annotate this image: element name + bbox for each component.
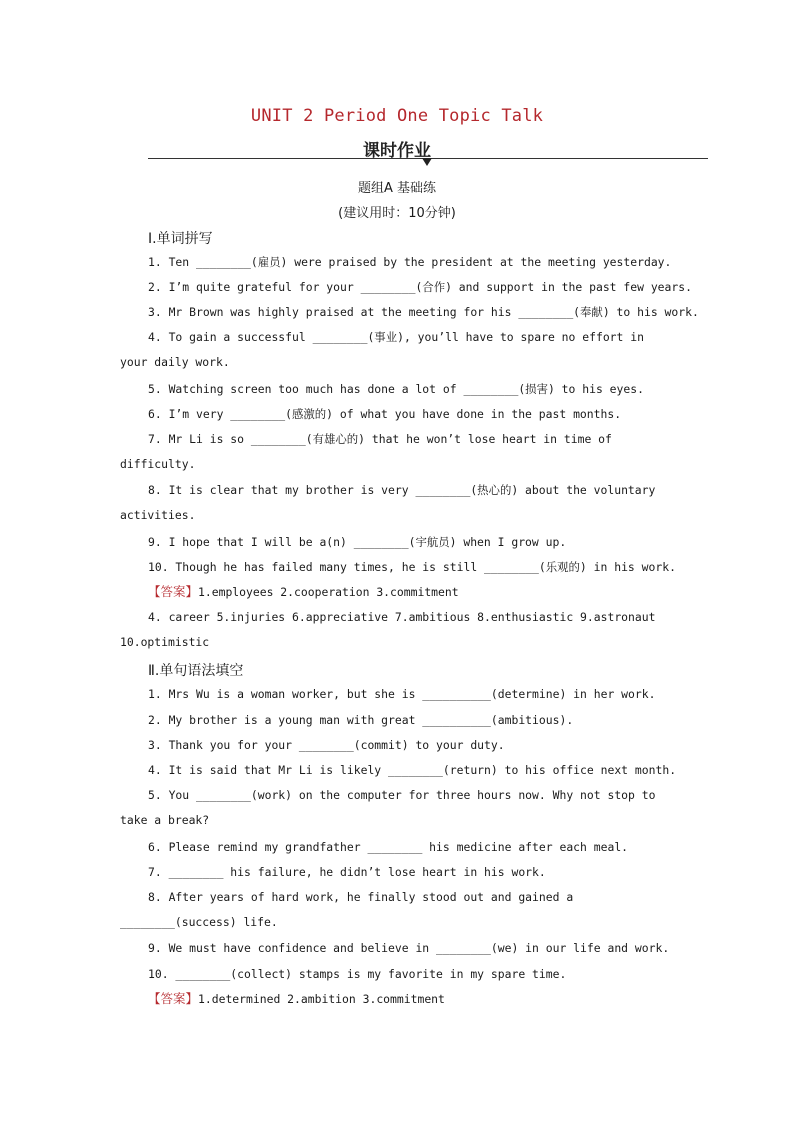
question-item: 4. To gain a successful ________(事业), you’ll have to spare no effort in your daily work. (120, 330, 644, 369)
question-item: 6. Please remind my grandfather ________ his medicine after each meal. (148, 840, 629, 854)
page-subtitle: 课时作业 (363, 141, 431, 161)
question-item: 4. It is said that Mr Li is likely ________(return) to his office next month. (148, 763, 677, 777)
answer-block-2 (148, 991, 678, 1007)
answer-text: 1.employees 2.cooperation 3.commitment (198, 585, 459, 599)
question-item: 2. My brother is a young man with great __________(ambitious). (148, 713, 574, 727)
question-item: 10. Though he has failed many times, he is still ________(乐观的) in his work. (148, 560, 676, 574)
question-item: 2. I’m quite grateful for your ________(合作) and support in the past few years. (148, 280, 692, 294)
question-item: 8. It is clear that my brother is very ________(热心的) about the voluntary activities. (120, 483, 656, 522)
question-item: 5. You ________(work) on the computer for three hours now. Why not stop to take a break? (120, 788, 656, 827)
exercise-group-label: 题组A 基础练 (357, 181, 437, 196)
answer-text: 1.determined 2.ambition 3.commitment (198, 992, 445, 1006)
divider-arrow-icon (422, 158, 432, 166)
question-item: 7. Mr Li is so ________(有雄心的) that he won’t lose heart in time of difficulty. (120, 432, 612, 471)
section-heading-grammar: Ⅱ.单句语法填空 (148, 663, 244, 679)
page-title: UNIT 2 Period One Topic Talk (250, 106, 544, 126)
question-item: 8. After years of hard work, he finally stood out and gained a ________(success) life. (120, 890, 574, 929)
section-heading-spelling: Ⅰ.单词拼写 (148, 231, 213, 247)
answer-text-continued: 4. career 5.injuries 6.appreciative 7.ambitious 8.enthusiastic 9.astronaut 10.optimistic (120, 610, 656, 649)
answer-block-1 (148, 584, 678, 600)
question-item: 5. Watching screen too much has done a lot of ________(损害) to his eyes. (148, 382, 644, 396)
answer-label: 【答案】 (148, 991, 199, 1006)
question-item: 3. Mr Brown was highly praised at the meeting for his ________(奉献) to his work. (148, 305, 699, 319)
question-item: 10. ________(collect) stamps is my favorite in my spare time. (148, 967, 567, 981)
question-item: 6. I’m very ________(感激的) of what you have done in the past months. (148, 407, 622, 421)
question-item: 9. We must have confidence and believe in ________(we) in our life and work. (148, 941, 670, 955)
question-item: 3. Thank you for your ________(commit) to your duty. (148, 738, 505, 752)
question-item: 1. Mrs Wu is a woman worker, but she is __________(determine) in her work. (148, 687, 656, 701)
question-item: 7. ________ his failure, he didn’t lose heart in his work. (148, 865, 546, 879)
time-hint: (建议用时：10分钟) (338, 206, 456, 221)
question-item: 1. Ten ________(雇员) were praised by the president at the meeting yesterday. (148, 255, 672, 269)
question-item: 9. I hope that I will be a(n) ________(宇航员) when I grow up. (148, 535, 567, 549)
answer-label: 【答案】 (148, 584, 199, 599)
